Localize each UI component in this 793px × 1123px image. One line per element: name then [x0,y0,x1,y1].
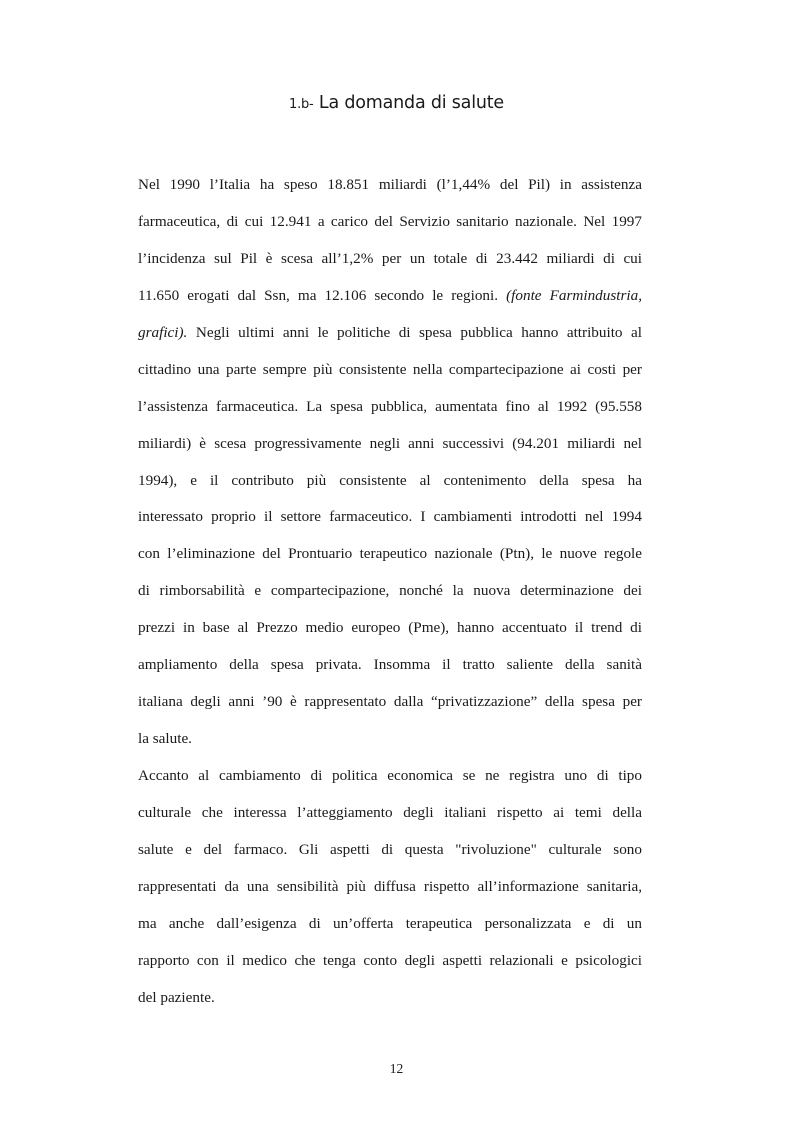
line-text: ma anche dall’esigenza di un’offerta terapeutica personalizzata e di un [138,914,642,932]
line-text: Nel 1990 l’Italia ha speso 18.851 miliardi (l’1,44% del Pil) in assistenza [138,176,642,193]
paragraph [138,170,642,761]
text-line [138,207,642,244]
text-line [138,835,642,872]
page-number: 12 [389,1061,404,1076]
section-title: La domanda di salute [318,93,504,113]
line-text: salute e del farmaco. Gli aspetti di questa "rivoluzione" culturale sono [138,840,642,858]
line-text: prezzi in base al Prezzo medio europeo (Pme), hanno accentuato il trend di [138,619,642,637]
line-text: cittadino una parte sempre più consistente nella compartecipazione ai costi per [138,360,642,378]
line-text: rapporto con il medico che tenga conto degli aspetti relazionali e psicologici [138,951,642,969]
line-text: farmaceutica, di cui 12.941 a carico del Servizio sanitario nazionale. Nel 1997 [138,212,642,230]
line-text: del paziente. [138,988,215,1006]
italic-text: grafici). [138,323,188,341]
line-text: l’assistenza farmaceutica. La spesa pubblica, aumentata fino al 1992 (95.558 [138,397,642,415]
text-line [138,761,642,798]
text-line [138,318,642,355]
line-text: Accanto al cambiamento di politica economica se ne registra uno di tipo [138,767,642,784]
text-line [138,687,642,724]
line-text: l’incidenza sul Pil è scesa all’1,2% per un totale di 23.442 miliardi di cui [138,249,642,267]
line-text: la salute. [138,730,192,748]
section-number: 1.b- [289,97,314,112]
line-text: 11.650 erogati dal Ssn, ma 12.106 secondo le regioni. [138,286,499,304]
paragraph [138,761,642,1020]
line-text: con l’eliminazione del Prontuario terapeutico nazionale (Ptn), le nuove regole [138,545,642,563]
body-text [138,170,642,1020]
text-line [138,429,642,466]
text-line [138,539,642,576]
text-line [138,613,642,650]
text-line [138,281,642,318]
text-line [138,576,642,613]
text-line [138,244,642,281]
text-line [138,392,642,429]
italic-text: (fonte Farmindustria, [506,286,642,304]
line-text: rappresentati da una sensibilità più diffusa rispetto all’informazione sanitaria, [138,877,642,895]
text-line [138,170,642,207]
text-line [138,724,642,761]
text-line [138,872,642,909]
line-text: italiana degli anni ’90 è rappresentato dalla “privatizzazione” della spesa per [138,693,642,711]
text-line [138,946,642,983]
line-text: interessato proprio il settore farmaceutico. I cambiamenti introdotti nel 1994 [138,508,642,526]
section-heading [0,93,793,113]
line-text: ampliamento della spesa privata. Insomma il tratto saliente della sanità [138,656,642,674]
line-text: Negli ultimi anni le politiche di spesa pubblica hanno attribuito al [195,323,642,341]
line-text: 1994), e il contributo più consistente al contenimento della spesa ha [138,471,642,489]
text-line [138,466,642,503]
line-text: di rimborsabilità e compartecipazione, nonché la nuova determinazione dei [138,582,642,600]
text-line [138,650,642,687]
line-text: miliardi) è scesa progressivamente negli anni successivi (94.201 miliardi nel [138,434,642,452]
text-line [138,798,642,835]
line-text: culturale che interessa l’atteggiamento degli italiani rispetto ai temi della [138,803,642,821]
text-line [138,983,642,1020]
text-line [138,355,642,392]
text-line [138,502,642,539]
text-line [138,909,642,946]
